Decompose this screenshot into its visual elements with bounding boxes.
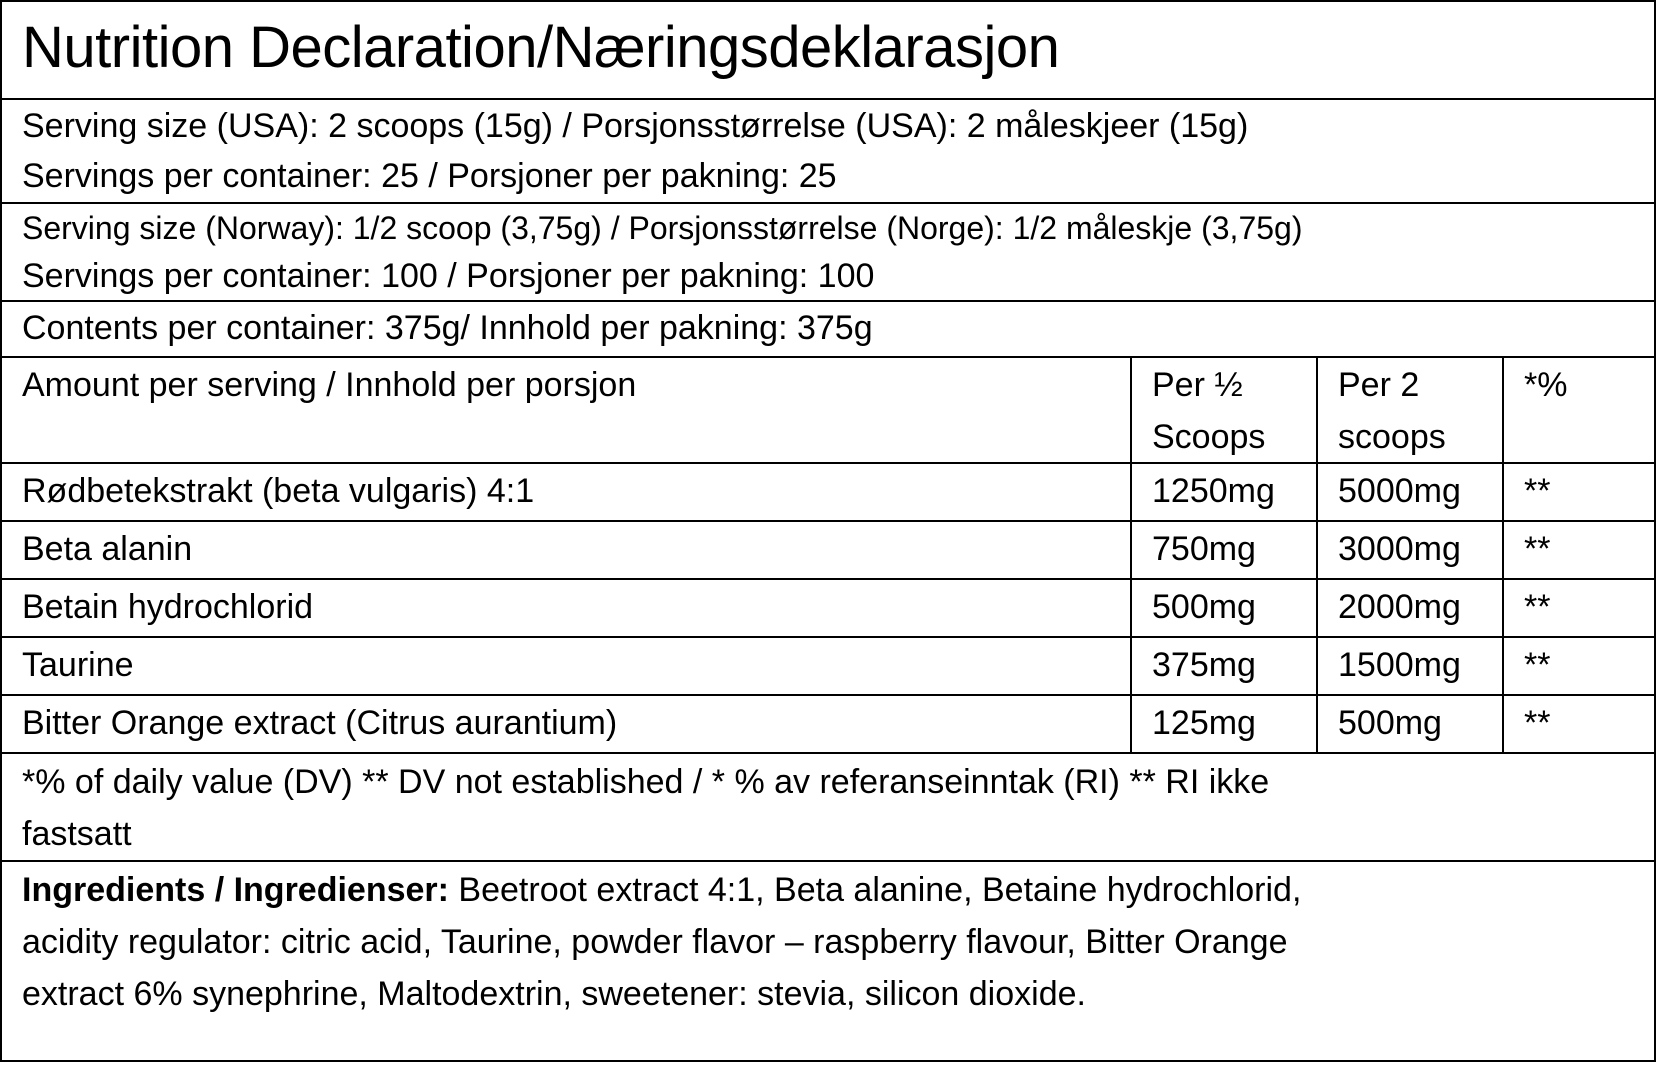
dv-value: ** [1524, 530, 1551, 568]
footnote-row [2, 752, 1654, 860]
ingredient-name: Beta alanin [22, 530, 193, 568]
ingredient-name: Bitter Orange extract (Citrus aurantium) [22, 704, 618, 742]
amount-per-half: 125mg [1152, 704, 1256, 742]
amount-per-two: 1500mg [1338, 646, 1461, 684]
amount-per-two: 500mg [1338, 704, 1442, 742]
table-row [2, 694, 1654, 752]
header-dv: *% [1524, 366, 1568, 404]
amount-per-half: 1250mg [1152, 472, 1275, 510]
footnote-line1: *% of daily value (DV) ** DV not established / * % av referanseinntak (RI) ** RI ikke [22, 763, 1270, 801]
dv-value: ** [1524, 646, 1551, 684]
title-row [2, 2, 1654, 98]
contents-per-container: Contents per container: 375g/ Innhold per pakning: 375g [22, 309, 873, 347]
header-per-half-line1: Per ½ [1152, 366, 1243, 404]
usa-serving-row [2, 98, 1654, 202]
header-per-two-line1: Per 2 [1338, 366, 1420, 404]
header-amount: Amount per serving / Innhold per porsjon [22, 366, 637, 404]
ingredients-line3: extract 6% synephrine, Maltodextrin, sweetener: stevia, silicon dioxide. [22, 975, 1086, 1013]
table-header-row [2, 356, 1654, 462]
amount-per-two: 3000mg [1338, 530, 1461, 568]
dv-value: ** [1524, 472, 1551, 510]
footnote-line2: fastsatt [22, 815, 132, 853]
amount-per-two: 5000mg [1338, 472, 1461, 510]
norway-serving-row [2, 202, 1654, 300]
norway-servings-per-container: Servings per container: 100 / Porsjoner per pakning: 100 [22, 257, 875, 295]
ingredient-name: Taurine [22, 646, 134, 684]
ingredients-label: Ingredients / Ingredienser: [22, 871, 449, 909]
ingredients-text-1: Beetroot extract 4:1, Beta alanine, Betaine hydrochlorid, [448, 871, 1302, 909]
table-row [2, 520, 1654, 578]
header-per-two-line2: scoops [1338, 418, 1446, 456]
header-per-half-line2: Scoops [1152, 418, 1266, 456]
table-row [2, 462, 1654, 520]
usa-serving-size: Serving size (USA): 2 scoops (15g) / Porsjonsstørrelse (USA): 2 måleskjeer (15g) [22, 107, 1249, 145]
norway-serving-size: Serving size (Norway): 1/2 scoop (3,75g) / Porsjonsstørrelse (Norge): 1/2 måleskje (3,75g) [22, 210, 1303, 246]
table-row [2, 636, 1654, 694]
dv-value: ** [1524, 588, 1551, 626]
ingredient-name: Rødbetekstrakt (beta vulgaris) 4:1 [22, 472, 535, 510]
contents-row [2, 300, 1654, 356]
amount-per-half: 500mg [1152, 588, 1256, 626]
table-row [2, 578, 1654, 636]
ingredients-row [2, 860, 1654, 1060]
ingredient-name: Betain hydrochlorid [22, 588, 314, 626]
ingredients-line2: acidity regulator: citric acid, Taurine, powder flavor – raspberry flavour, Bitter Orange [22, 923, 1288, 961]
ingredients-line1 [22, 864, 1301, 916]
amount-per-half: 750mg [1152, 530, 1256, 568]
amount-per-two: 2000mg [1338, 588, 1461, 626]
amount-per-half: 375mg [1152, 646, 1256, 684]
page-title: Nutrition Declaration/Næringsdeklarasjon [22, 15, 1060, 80]
usa-servings-per-container: Servings per container: 25 / Porsjoner per pakning: 25 [22, 157, 837, 195]
dv-value: ** [1524, 704, 1551, 742]
